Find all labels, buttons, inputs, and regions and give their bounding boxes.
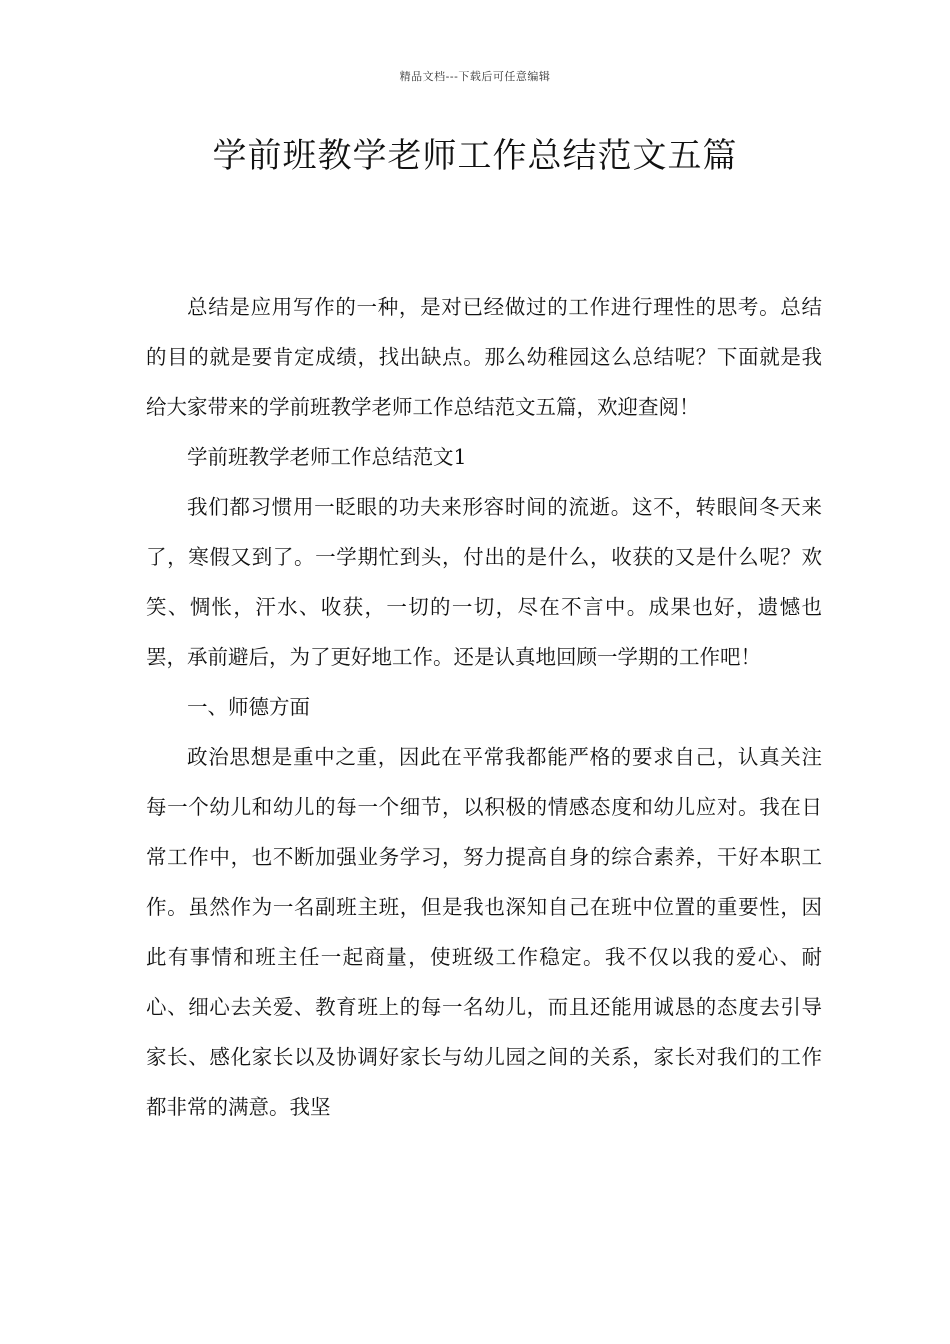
header-note: 精品文档---下载后可任意编辑 <box>399 70 551 83</box>
section-heading-ethics: 一、师德方面 <box>187 695 310 719</box>
document-body <box>146 282 822 1132</box>
intro-paragraph: 总结是应用写作的一种，是对已经做过的工作进行理性的思考。总结的目的就是要肯定成绩，找出缺点。那么幼稚园这么总结呢？下面就是我给大家带来的学前班教学老师工作总结范文五篇，欢迎查阅！ <box>146 295 822 419</box>
document-title: 学前班教学老师工作总结范文五篇 <box>212 136 738 176</box>
section-heading-article-1: 学前班教学老师工作总结范文1 <box>187 445 467 469</box>
article-1-paragraph-1: 我们都习惯用一眨眼的功夫来形容时间的流逝。这不，转眼间冬天来了，寒假又到了。一学期忙到头，付出的是什么，收获的又是什么呢？欢笑、惆怅，汗水、收获，一切的一切，尽在不言中。成果也好，遗憾也罢，承前避后，为了更好地工作。还是认真地回顾一学期的工作吧！ <box>146 495 822 669</box>
ethics-paragraph: 政治思想是重中之重，因此在平常我都能严格的要求自己，认真关注每一个幼儿和幼儿的每一个细节，以积极的情感态度和幼儿应对。我在日常工作中，也不断加强业务学习，努力提高自身的综合素养，干好本职工作。虽然作为一名副班主班，但是我也深知自己在班中位置的重要性，因此有事情和班主任一起商量，使班级工作稳定。我不仅以我的爱心、耐心、细心去关爱、教育班上的每一名幼儿，而且还能用诚恳的态度去引导家长、感化家长以及协调好家长与幼儿园之间的关系，家长对我们的工作都非常的满意。我坚 <box>146 745 822 1119</box>
